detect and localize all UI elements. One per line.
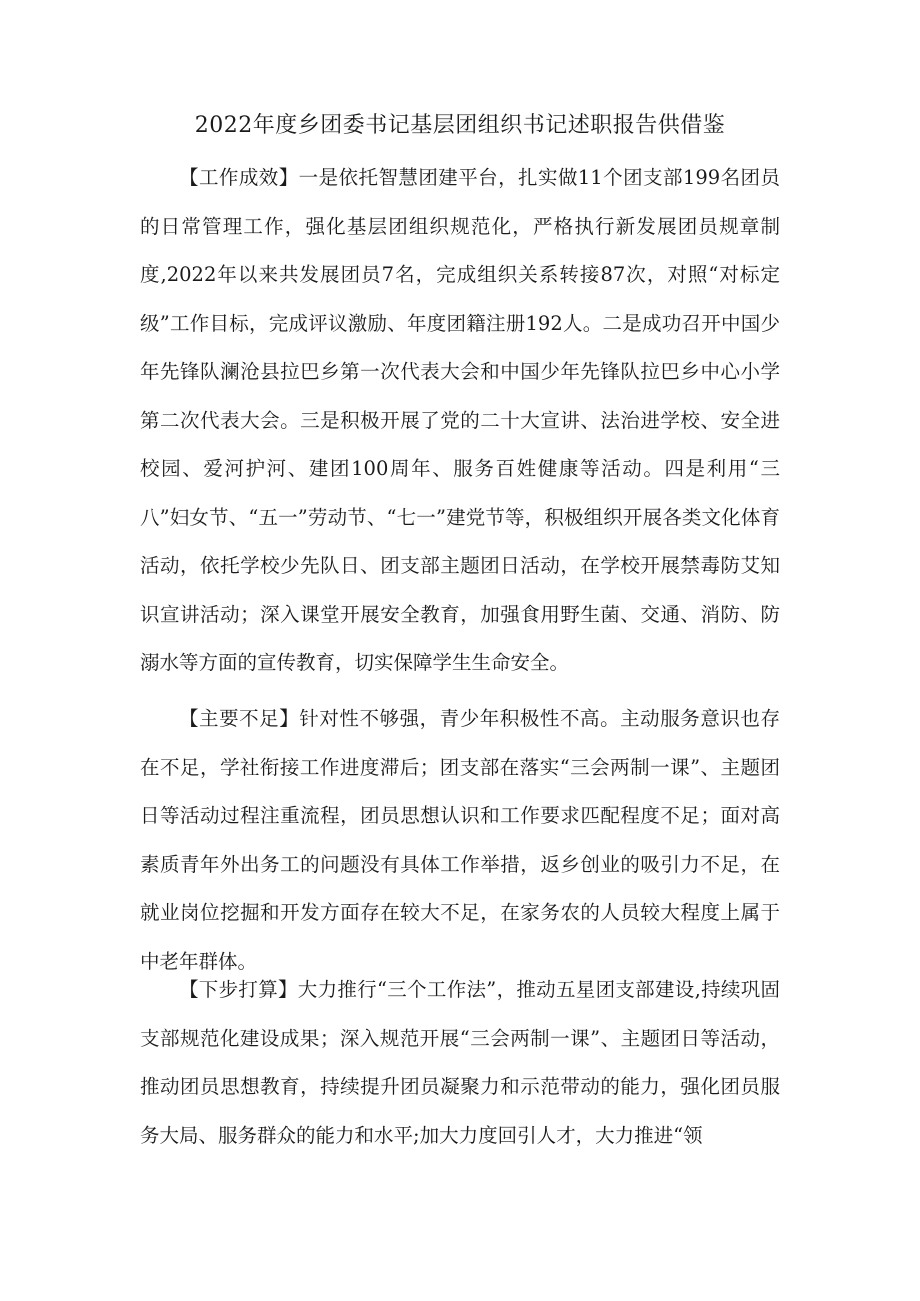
paragraph-work-results: 【工作成效】一是依托智慧团建平台，扎实做11个团支部199名团员的日常管理工作，强化基层团组织规范化，严格执行新发展团员规章制度,2022年以来共发展团员7名，完成组织关系转接87次，对照“对标定级”工作目标，完成评议激励、年度团籍注册192人。二是成功召开中国少年先锋队澜沧县拉巴乡第一次代表大会和中国少年先锋队拉巴乡中心小学第二次代表大会。三是积极开展了党的二十大宣讲、法治进学校、安全进校园、爱河护河、建团100周年、服务百姓健康等活动。四是利用“三八”妇女节、“五一”劳动节、“七一”建党节等，积极组织开展各类文化体育活动，依托学校少先队日、团支部主题团日活动，在学校开展禁毒防艾知识宣讲活动；深入课堂开展安全教育，加强食用野生菌、交通、消防、防溺水等方面的宣传教育，切实保障学生生命安全。 (140, 166, 780, 674)
document-title: 2022年度乡团委书记基层团组织书记述职报告供借鉴 (194, 113, 726, 138)
paragraph-next-steps: 【下步打算】大力推行“三个工作法”，推动五星团支部建设,持续巩固支部规范化建设成果；深入规范开展“三会两制一课”、主题团日等活动，推动团员思想教育，持续提升团员凝聚力和示范带动的能力，强化团员服务大局、服务群众的能力和水平;加大力度回引人才，大力推进“领 (140, 978, 780, 1147)
paragraph-shortcomings: 【主要不足】针对性不够强，青少年积极性不高。主动服务意识也存在不足，学社衔接工作进度滞后；团支部在落实“三会两制一课”、主题团日等活动过程注重流程，团员思想认识和工作要求匹配程度不足；面对高素质青年外出务工的问题没有具体工作举措，返乡创业的吸引力不足，在就业岗位挖掘和开发方面存在较大不足，在家务农的人员较大程度上属于中老年群体。 (140, 707, 780, 973)
